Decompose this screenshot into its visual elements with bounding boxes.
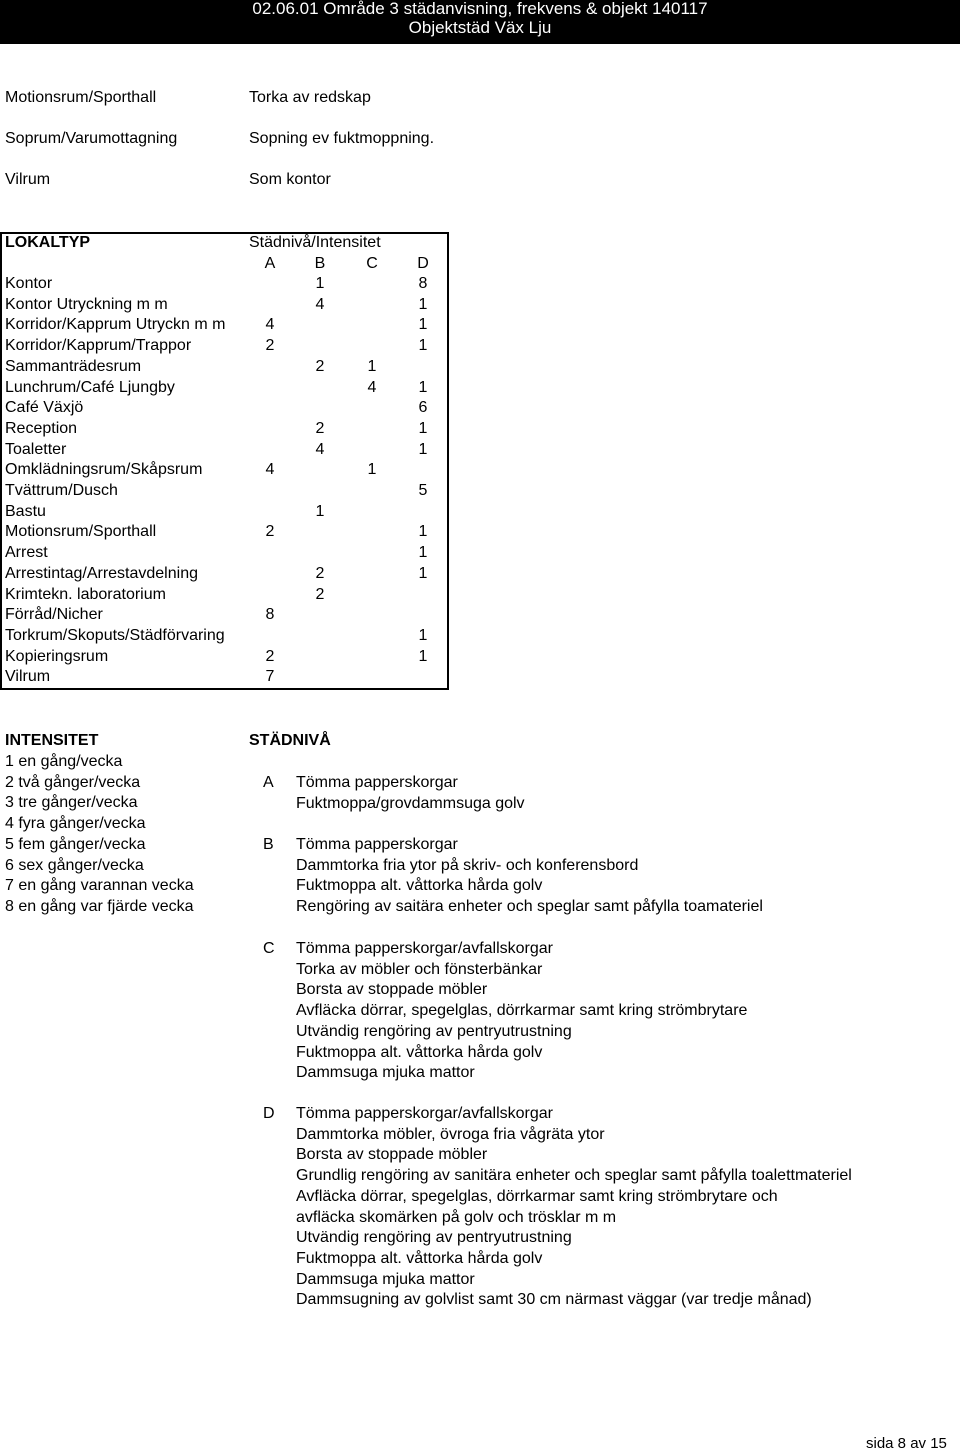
table-cell-d: 1 — [418, 378, 428, 396]
table-cell-d: 5 — [418, 482, 428, 499]
table-cell-c: 4 — [367, 378, 377, 396]
table-row-name: Sammanträdesrum — [5, 357, 142, 375]
table-cell-d: 1 — [418, 544, 428, 562]
stadniva-task: Torka av möbler och fönsterbänkar — [296, 960, 543, 978]
table-group-header: Städnivå/Intensitet — [249, 234, 381, 251]
stadniva-task: Avfläcka dörrar, spegelglas, dörrkarmar samt kring strömbrytare och — [296, 1187, 778, 1205]
table-row-name: Tvättrum/Dusch — [5, 482, 118, 499]
stadniva-task: Fuktmoppa alt. våttorka hårda golv — [296, 1249, 543, 1267]
top-task-3: Som kontor — [249, 171, 331, 188]
table-cell-a: 7 — [265, 668, 275, 686]
intensitet-item: 4 fyra gånger/vecka — [5, 815, 146, 833]
stadniva-task: Dammsuga mjuka mattor — [296, 1270, 475, 1288]
table-cell-b: 4 — [315, 440, 325, 458]
table-cell-d: 1 — [418, 316, 428, 334]
table-cell-a: 2 — [265, 337, 275, 355]
intensitet-item: 2 två gånger/vecka — [5, 773, 141, 791]
table-cell-a: 2 — [265, 647, 275, 665]
table-cell-d: 1 — [418, 523, 428, 541]
table-cell-b: 1 — [315, 275, 325, 292]
col-header-c: C — [366, 255, 378, 272]
table-cell-d: 1 — [418, 440, 428, 458]
table-row-name: Torkrum/Skoputs/Städförvaring — [5, 626, 225, 644]
stadniva-task: Fuktmoppa alt. våttorka hårda golv — [296, 1043, 543, 1061]
header-line-2: Objektstäd Väx Lju — [408, 18, 552, 37]
table-row-name: Motionsrum/Sporthall — [5, 523, 157, 541]
table-cell-b: 2 — [315, 357, 325, 375]
header-line-1: 02.06.01 Område 3 städanvisning, frekvens & objekt 140117 — [252, 0, 708, 18]
table-title: LOKALTYP — [5, 234, 91, 251]
table-row-name: Kopieringsrum — [5, 647, 109, 665]
table-cell-a: 8 — [265, 606, 275, 624]
table-row-name: Kontor — [5, 275, 53, 292]
stadniva-task: avfläcka skomärken på golv och trösklar m m — [296, 1208, 617, 1226]
table-cell-b: 2 — [315, 564, 325, 582]
table-row-name: Café Växjö — [5, 399, 84, 417]
stadniva-task: Fuktmoppa alt. våttorka hårda golv — [296, 877, 543, 895]
stadniva-task: Tömma papperskorgar — [296, 774, 458, 791]
table-row-name: Korridor/Kapprum Utryckn m m — [5, 316, 226, 334]
stadniva-task: Tömma papperskorgar — [296, 836, 458, 853]
table-cell-b: 2 — [315, 585, 325, 603]
table-row-name: Bastu — [5, 502, 46, 520]
table-cell-d: 1 — [418, 626, 428, 644]
stadniva-task: Dammtorka fria ytor på skriv- och konferensbord — [296, 856, 639, 874]
col-header-b: B — [314, 255, 326, 272]
stadniva-task: Avfläcka dörrar, spegelglas, dörrkarmar samt kring strömbrytare — [296, 1002, 748, 1020]
stadniva-task: Utvändig rengöring av pentryutrustning — [296, 1022, 572, 1040]
top-room-2: Soprum/Varumottagning — [5, 130, 178, 147]
stadniva-task: Tömma papperskorgar/avfallskorgar — [296, 940, 553, 957]
stadniva-level-letter: B — [263, 836, 274, 853]
stadniva-task: Dammsuga mjuka mattor — [296, 1064, 475, 1082]
intensitet-item: 5 fem gånger/vecka — [5, 835, 146, 853]
table-cell-d: 1 — [418, 419, 428, 437]
top-room-3: Vilrum — [5, 171, 51, 188]
stadniva-task: Rengöring av saitära enheter och speglar samt påfylla toamateriel — [296, 898, 763, 916]
table-cell-d: 1 — [418, 564, 428, 582]
table-cell-b: 4 — [315, 295, 325, 313]
stadniva-level-letter: A — [263, 774, 274, 791]
page-number: sida 8 av 15 — [866, 1435, 947, 1452]
page-header — [0, 0, 960, 44]
table-cell-a: 4 — [265, 461, 275, 479]
table-cell-d: 1 — [418, 295, 428, 313]
intensitet-title: INTENSITET — [5, 732, 99, 749]
table-row-name: Korridor/Kapprum/Trappor — [5, 337, 192, 355]
col-header-d: D — [417, 255, 429, 272]
table-cell-d: 6 — [418, 399, 428, 417]
table-row-name: Arrestintag/Arrestavdelning — [5, 564, 198, 582]
table-cell-a: 2 — [265, 523, 275, 541]
col-header-a: A — [264, 255, 276, 272]
table-row-name: Förråd/Nicher — [5, 606, 103, 624]
table-row-name: Kontor Utryckning m m — [5, 295, 168, 313]
table-cell-d: 1 — [418, 647, 428, 665]
table-row-name: Omklädningsrum/Skåpsrum — [5, 461, 203, 479]
stadniva-task: Dammsugning av golvlist samt 30 cm närmast väggar (var tredje månad) — [296, 1291, 812, 1309]
table-row-name: Arrest — [5, 544, 48, 562]
table-cell-c: 1 — [367, 461, 377, 479]
table-cell-d: 8 — [418, 275, 428, 292]
table-cell-b: 1 — [315, 502, 325, 520]
intensitet-item: 7 en gång varannan vecka — [5, 877, 194, 895]
stadniva-task: Fuktmoppa/grovdammsuga golv — [296, 794, 525, 812]
intensitet-item: 8 en gång var fjärde vecka — [5, 897, 194, 915]
table-row-name: Toaletter — [5, 440, 67, 458]
table-row-name: Vilrum — [5, 668, 51, 686]
stadniva-level-letter: C — [263, 940, 275, 957]
table-row-name: Reception — [5, 419, 78, 437]
top-task-1: Torka av redskap — [249, 89, 371, 106]
table-row-name: Lunchrum/Café Ljungby — [5, 378, 175, 396]
stadniva-task: Dammtorka möbler, övroga fria vågräta ytor — [296, 1125, 605, 1143]
stadniva-task: Grundlig rengöring av sanitära enheter och speglar samt påfylla toalettmateriel — [296, 1167, 852, 1185]
stadniva-level-letter: D — [263, 1105, 275, 1122]
table-cell-b: 2 — [315, 419, 325, 437]
intensitet-item: 6 sex gånger/vecka — [5, 856, 144, 874]
top-room-1: Motionsrum/Sporthall — [5, 89, 157, 106]
stadniva-task: Borsta av stoppade möbler — [296, 981, 488, 999]
stadniva-task: Utvändig rengöring av pentryutrustning — [296, 1229, 572, 1247]
table-cell-c: 1 — [367, 357, 377, 375]
intensitet-item: 3 tre gånger/vecka — [5, 794, 138, 812]
top-task-2: Sopning ev fuktmoppning. — [249, 130, 435, 147]
table-cell-d: 1 — [418, 337, 428, 355]
stadniva-task: Tömma papperskorgar/avfallskorgar — [296, 1105, 553, 1122]
table-cell-a: 4 — [265, 316, 275, 334]
table-row-name: Krimtekn. laboratorium — [5, 585, 166, 603]
stadniva-task: Borsta av stoppade möbler — [296, 1146, 488, 1164]
stadniva-title: STÄDNIVÅ — [249, 732, 331, 749]
intensitet-item: 1 en gång/vecka — [5, 753, 123, 770]
